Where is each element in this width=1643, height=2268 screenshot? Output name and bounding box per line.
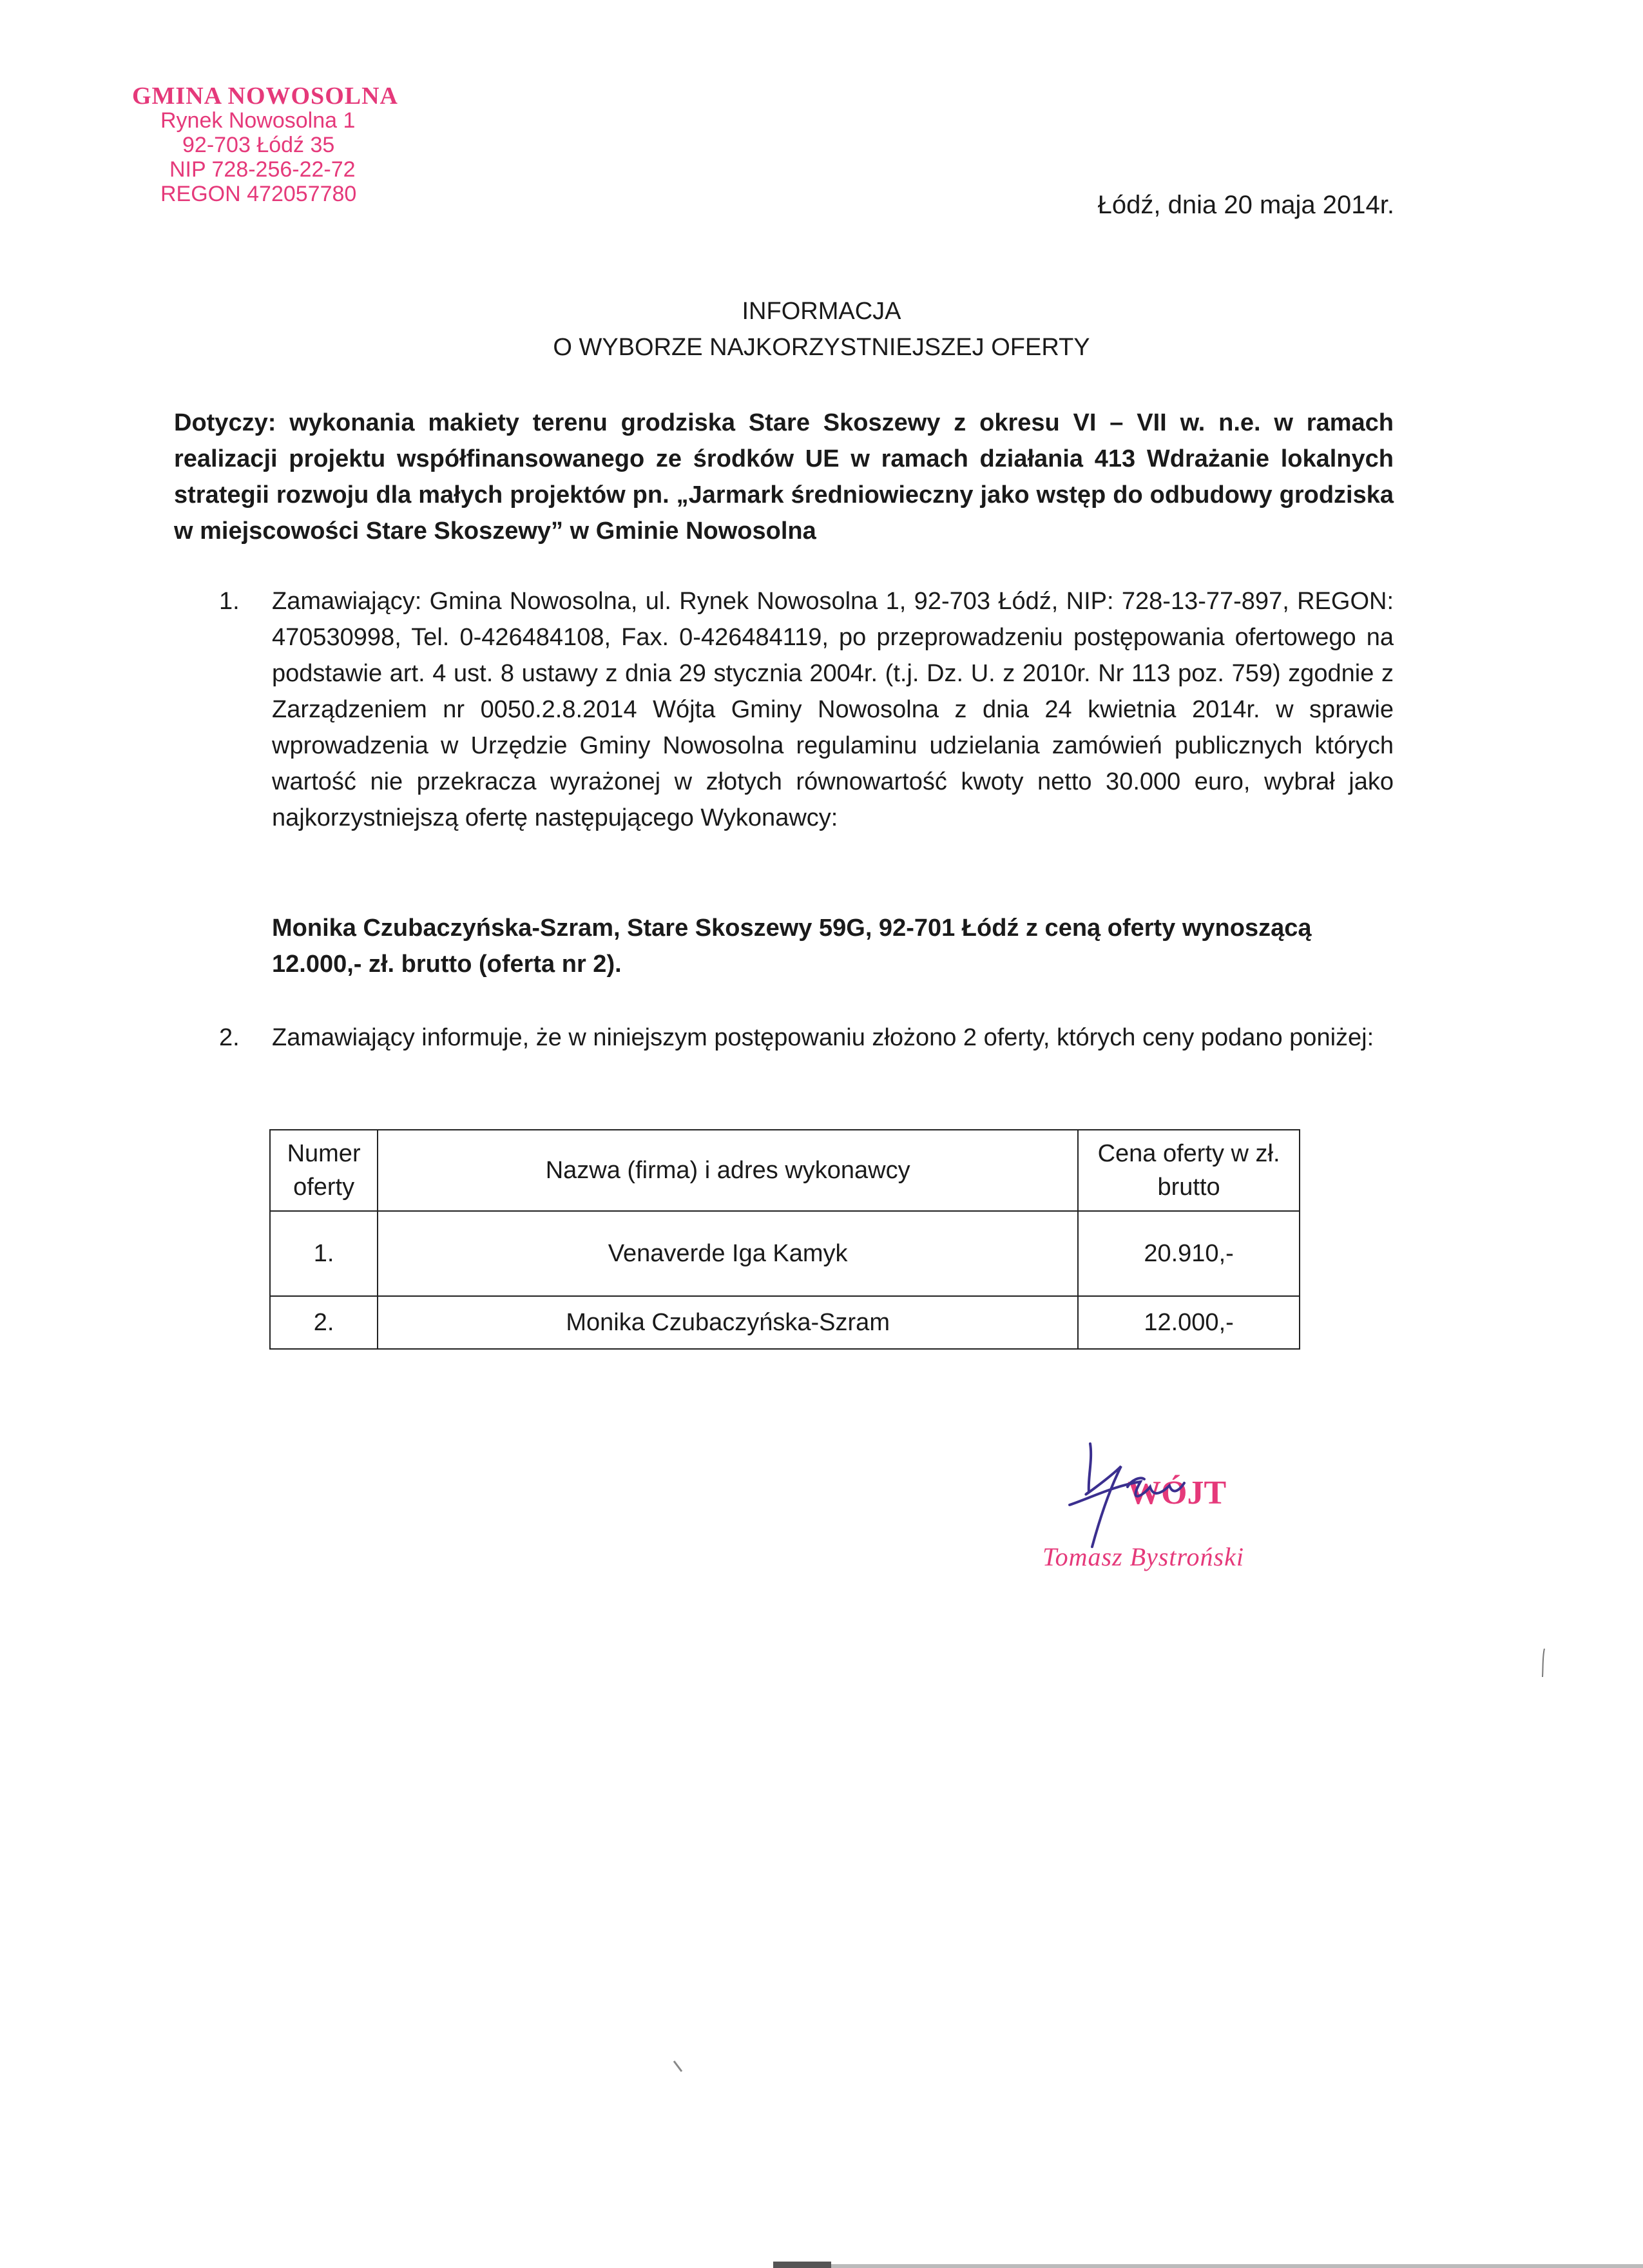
column-header-name: Nazwa (firma) i adres wykonawcy — [378, 1130, 1078, 1211]
list-item — [219, 1020, 1394, 1056]
stamp-line-postcode: 92-703 Łódź 35 — [182, 133, 335, 157]
subject-paragraph: Dotyczy: wykonania makiety terenu grodziska Stare Skoszewy z okresu VI – VII w. n.e. w ramach realizacji projektu współfinansowanego ze środków UE w ramach działania 413 Wdrażanie lokalnych strategii rozwoju dla małych projektów pn. „Jarmark średniowieczny jako wstęp do odbudowy grodziska w miejscowości Stare Skoszewy” w Gminie Nowosolna — [174, 409, 1394, 545]
table-row — [270, 1211, 1300, 1296]
municipality-stamp — [132, 84, 416, 206]
signature-stamp-text: WÓJT — [1128, 1475, 1227, 1511]
list-item-number: 1. — [219, 588, 240, 615]
signatory-name: Tomasz Bystroński — [1042, 1542, 1244, 1571]
column-header-price: Cena oferty w zł. brutto — [1078, 1130, 1300, 1211]
table-header-row — [270, 1130, 1300, 1211]
offers-table — [269, 1129, 1300, 1350]
scan-mark — [1541, 1649, 1546, 1677]
stamp-line-name: GMINA NOWOSOLNA — [132, 82, 398, 110]
offer-name-cell: Monika Czubaczyńska-Szram — [378, 1296, 1078, 1349]
list-item — [219, 583, 1394, 836]
table-row — [270, 1296, 1300, 1349]
offer-price-cell: 20.910,- — [1078, 1211, 1300, 1296]
list-item-text: Zamawiający: Gmina Nowosolna, ul. Rynek Nowosolna 1, 92-703 Łódź, NIP: 728-13-77-897, REGON: 470530998, Tel. 0-426484108, Fax. 0-426484119, po przeprowadzeniu postępowania ofertowego na podstawie art. 4 ust. 8 ustawy z dnia 29 stycznia 2004r. (t.j. Dz. U. z 2010r. Nr 113 poz. 759) zgodnie z Zarządzeniem nr 0050.2.8.2014 Wójta Gminy Nowosolna z dnia 24 kwietnia 2014r. w sprawie wprowadzenia w Urzędzie Gminy Nowosolna regulaminu udzielania zamówień publicznych których wartość nie przekracza wyrażonej w złotych równowartość kwoty netto 30.000 euro, wybrał jako najkorzystniejszą ofertę następującego Wykonawcy: — [272, 588, 1394, 831]
stamp-line-street: Rynek Nowosolna 1 — [160, 108, 356, 133]
list-item-text: Zamawiający informuje, że w niniejszym postępowaniu złożono 2 oferty, których ceny podano poniżej: — [272, 1024, 1374, 1051]
selected-offer: Monika Czubaczyńska-Szram, Stare Skoszewy 59G, 92-701 Łódź z ceną oferty wynoszącą 12.000,- zł. brutto (oferta nr 2). — [272, 915, 1312, 978]
scan-edge — [773, 2259, 1643, 2268]
document-title: INFORMACJA — [742, 298, 901, 325]
document-date: Łódź, dnia 20 maja 2014r. — [1097, 191, 1394, 219]
column-header-number: Numer oferty — [270, 1130, 378, 1211]
offer-number-cell: 1. — [270, 1211, 378, 1296]
offer-price-cell: 12.000,- — [1078, 1296, 1300, 1349]
offer-name-cell: Venaverde Iga Kamyk — [378, 1211, 1078, 1296]
list-item-number: 2. — [219, 1024, 240, 1051]
document-subtitle: O WYBORZE NAJKORZYSTNIEJSZEJ OFERTY — [553, 334, 1090, 361]
stamp-line-regon: REGON 472057780 — [160, 182, 357, 206]
offer-number-cell: 2. — [270, 1296, 378, 1349]
scan-speck — [673, 2060, 683, 2073]
stamp-line-nip: NIP 728-256-22-72 — [169, 157, 356, 182]
